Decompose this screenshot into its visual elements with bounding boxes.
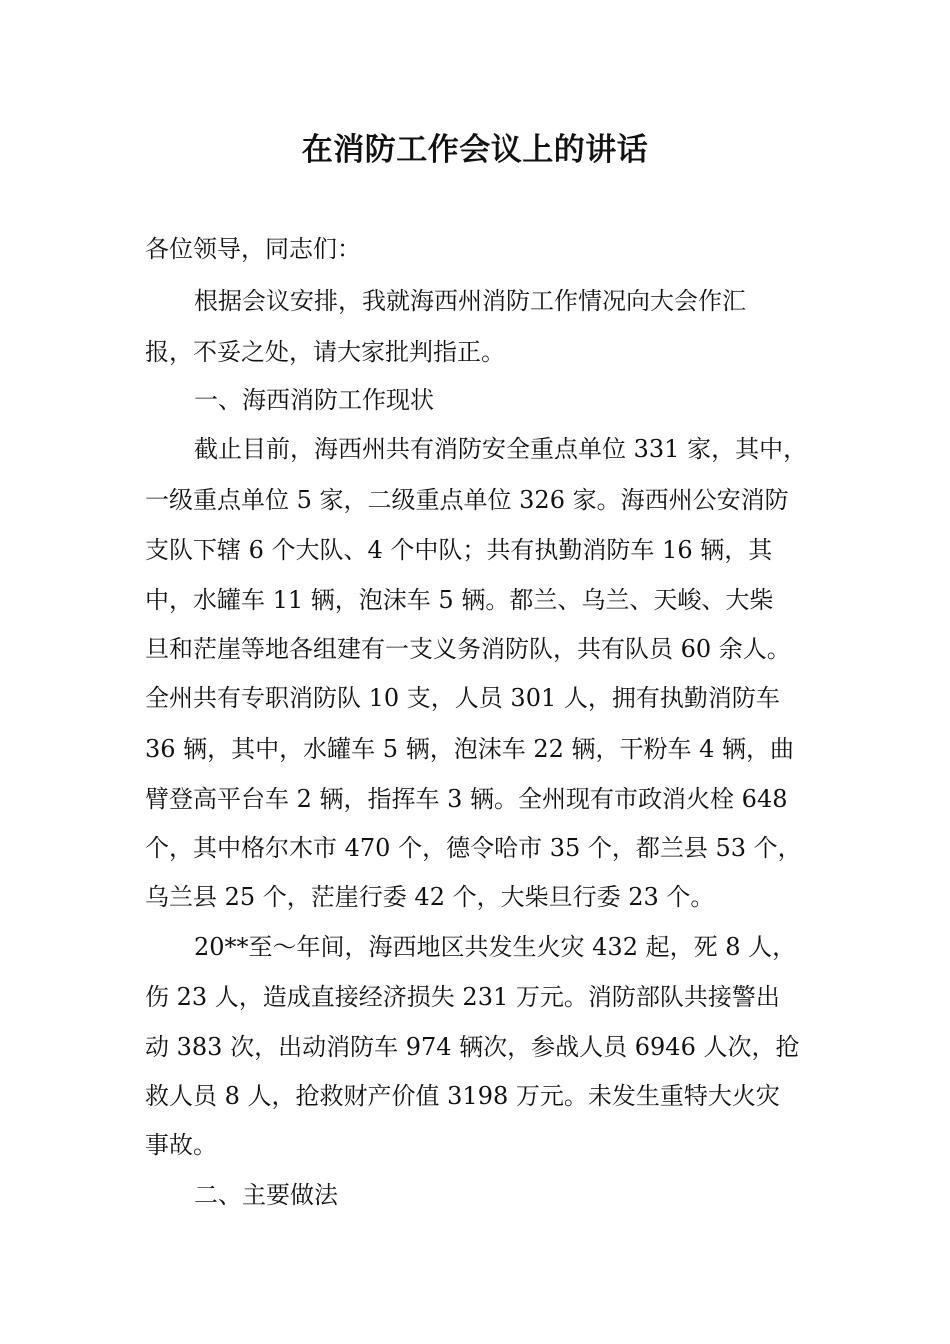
- body-line: 救人员 8 人，抢救财产价值 3198 万元。未发生重特大火灾: [145, 1082, 780, 1110]
- body-line: 20**至～年间，海西地区共发生火灾 432 起，死 8 人，: [194, 933, 797, 961]
- body-line: 伤 23 人，造成直接经济损失 231 万元。消防部队共接警出: [145, 983, 780, 1011]
- body-line: 动 383 次，出动消防车 974 辆次，参战人员 6946 人次，抢: [145, 1033, 800, 1061]
- body-line: 根据会议安排，我就海西州消防工作情况向大会作汇: [194, 287, 746, 315]
- body-line: 支队下辖 6 个大队、4 个中队；共有执勤消防车 16 辆，其: [145, 536, 773, 564]
- salutation-line: 各位领导，同志们：: [145, 235, 361, 263]
- body-line: 事故。: [145, 1131, 217, 1159]
- body-line: 乌兰县 25 个，茫崖行委 42 个，大柴旦行委 23 个。: [145, 883, 715, 911]
- body-line: 个，其中格尔木市 470 个，德令哈市 35 个，都兰县 53 个，: [145, 834, 802, 862]
- body-line: 中，水罐车 11 辆，泡沫车 5 辆。都兰、乌兰、天峻、大柴: [145, 586, 774, 614]
- body-line: 一级重点单位 5 家，二级重点单位 326 家。海西州公安消防: [145, 486, 789, 514]
- section-heading-1: 一、海西消防工作现状: [194, 386, 434, 414]
- body-line: 36 辆，其中，水罐车 5 辆，泡沫车 22 辆，干粉车 4 辆，曲: [145, 735, 795, 763]
- body-line: 旦和茫崖等地各组建有一支义务消防队，共有队员 60 余人。: [145, 635, 791, 663]
- body-line: 截止目前，海西州共有消防安全重点单位 331 家，其中，: [194, 435, 808, 463]
- document-title: 在消防工作会议上的讲话: [301, 132, 649, 168]
- body-line: 全州共有专职消防队 10 支，人员 301 人，拥有执勤消防车: [145, 684, 780, 712]
- section-heading-2: 二、主要做法: [194, 1181, 338, 1209]
- body-line: 臂登高平台车 2 辆，指挥车 3 辆。全州现有市政消火栓 648: [145, 785, 788, 813]
- body-line: 报，不妥之处，请大家批判指正。: [145, 338, 505, 366]
